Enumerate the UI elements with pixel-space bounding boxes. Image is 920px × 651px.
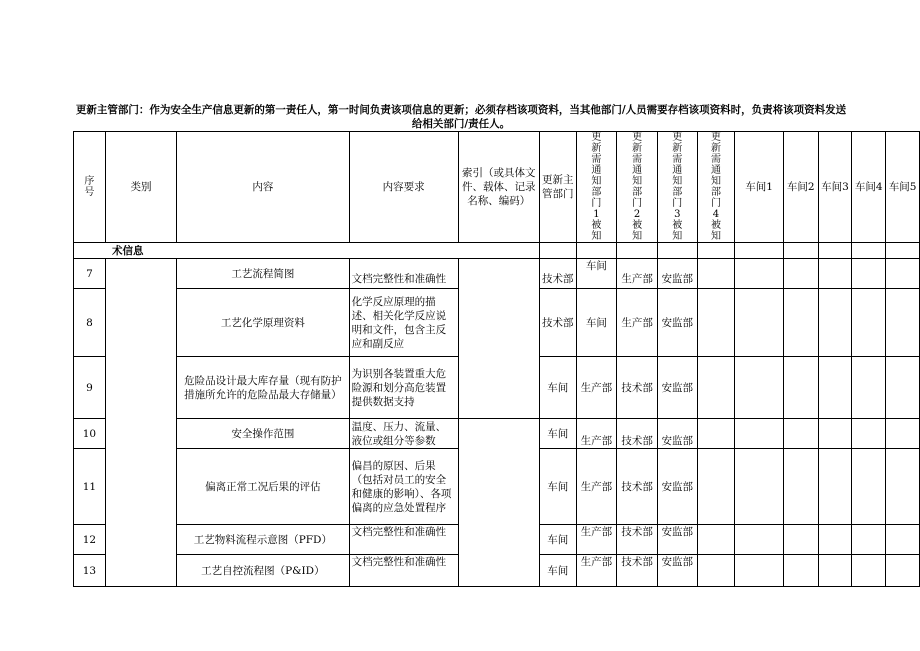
col-seq-header: 序号 (74, 132, 106, 243)
col-ws1-header: 车间1 (735, 132, 784, 243)
row-content: 工艺物料流程示意图（PFD） (177, 525, 349, 555)
col-notify4-header: 更新需通知部门4被知 (697, 132, 735, 243)
row-seq: 11 (74, 449, 106, 525)
col-ws5-header: 车间5 (886, 132, 920, 243)
row-content: 安全操作范围 (177, 419, 349, 449)
col-ws3-header: 车间3 (818, 132, 852, 243)
row-notify2: 技术部 (617, 449, 658, 525)
row-dept: 车间 (539, 525, 576, 555)
row-requirement: 为识别各装置重大危险源和划分高危装置提供数据支持 (349, 357, 458, 419)
col-requirement-header: 内容要求 (349, 132, 458, 243)
row-dept: 技术部 (539, 259, 576, 289)
row-dept: 车间 (539, 357, 576, 419)
update-dept-note: 更新主管部门：作为安全生产信息更新的第一责任人，第一时间负责该项信息的更新；必须存档该项资料，当其他部门/人员需要存档该项资料时，负责将该项资料发送给相关部门/责任人。 (75, 104, 847, 130)
row-notify2: 生产部 (617, 259, 658, 289)
row-requirement: 偏昌的原因、后果（包括对员工的安全和健康的影响）、各项偏离的应急处置程序 (349, 449, 458, 525)
row-requirement: 文档完整性和准确性 (349, 555, 458, 587)
row-notify2: 技术部 (617, 525, 658, 555)
row-notify1: 生产部 (576, 555, 617, 587)
row-dept: 车间 (539, 449, 576, 525)
row-notify2: 生产部 (617, 289, 658, 357)
row-notify3: 安监部 (657, 525, 697, 555)
row-seq: 9 (74, 357, 106, 419)
row-content: 工艺化学原理资料 (177, 289, 349, 357)
row-content: 工艺自控流程图（P&ID） (177, 555, 349, 587)
row-content: 危险品设计最大库存量（现有防护措施所允许的危险品最大存储量） (177, 357, 349, 419)
row-notify3: 安监部 (657, 419, 697, 449)
row-seq: 10 (74, 419, 106, 449)
row-index-cell (458, 419, 539, 587)
safety-info-table (73, 131, 920, 587)
col-content-header: 内容 (177, 132, 349, 243)
col-dept-header: 更新主管部门 (539, 132, 576, 243)
col-ws2-header: 车间2 (783, 132, 818, 243)
row-dept: 车间 (539, 555, 576, 587)
row-notify3: 安监部 (657, 357, 697, 419)
col-index-header: 索引（或具体文件、载体、记录名称、编码） (458, 132, 539, 243)
col-category-header: 类别 (105, 132, 176, 243)
row-requirement: 化学反应原理的描述、相关化学反应说明和文件，包含主反应和副反应 (349, 289, 458, 357)
row-category-cell (105, 259, 176, 587)
table-row (74, 259, 920, 289)
table-row (74, 419, 920, 449)
row-notify3: 安监部 (657, 259, 697, 289)
header-row (74, 132, 920, 243)
category-row (74, 243, 920, 259)
row-seq: 8 (74, 289, 106, 357)
row-dept: 车间 (539, 419, 576, 449)
row-requirement: 文档完整性和准确性 (349, 259, 458, 289)
row-content: 工艺流程简图 (177, 259, 349, 289)
row-index-cell (458, 259, 539, 419)
row-notify1: 生产部 (576, 449, 617, 525)
col-notify2-header: 更新需通知部门2被知 (617, 132, 658, 243)
col-ws4-header: 车间4 (852, 132, 886, 243)
row-seq: 7 (74, 259, 106, 289)
row-notify1: 车间 (576, 259, 617, 289)
row-seq: 12 (74, 525, 106, 555)
col-notify3-header: 更新需通知部门3被知 (657, 132, 697, 243)
row-notify1: 生产部 (576, 419, 617, 449)
row-notify3: 安监部 (657, 289, 697, 357)
category-label: 术信息 (74, 243, 540, 259)
row-notify2: 技术部 (617, 357, 658, 419)
row-notify2: 技术部 (617, 419, 658, 449)
row-notify2: 技术部 (617, 555, 658, 587)
row-dept: 技术部 (539, 289, 576, 357)
row-content: 偏离正常工况后果的评估 (177, 449, 349, 525)
row-notify3: 安监部 (657, 555, 697, 587)
row-requirement: 温度、压力、流量、液位或组分等参数 (349, 419, 458, 449)
col-notify1-header: 更新需通知部门1被知 (576, 132, 617, 243)
row-requirement: 文档完整性和准确性 (349, 525, 458, 555)
row-notify1: 生产部 (576, 357, 617, 419)
row-notify3: 安监部 (657, 449, 697, 525)
row-notify1: 车间 (576, 289, 617, 357)
row-notify1: 生产部 (576, 525, 617, 555)
row-seq: 13 (74, 555, 106, 587)
